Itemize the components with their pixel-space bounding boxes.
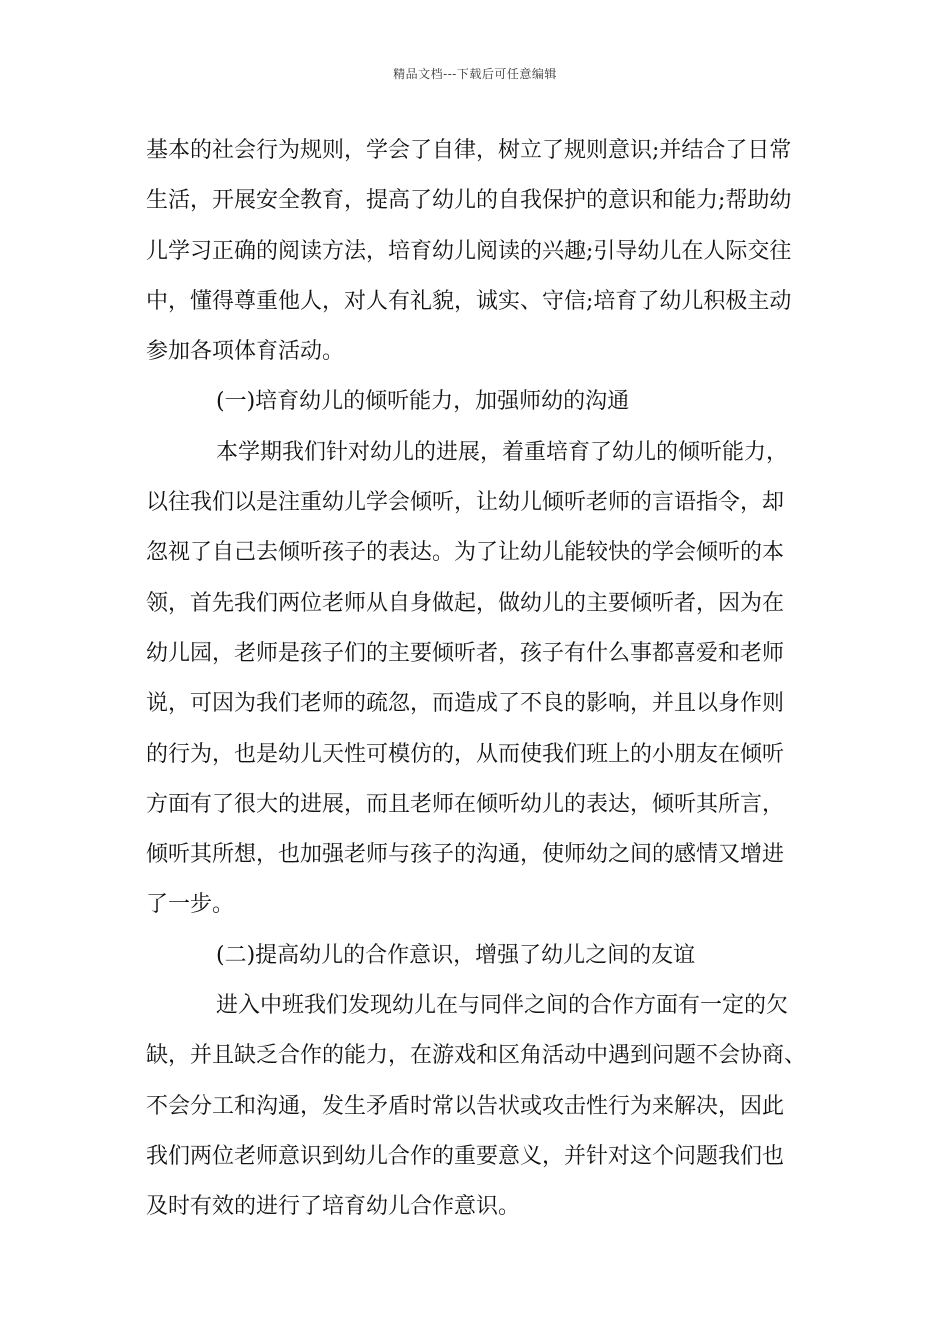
text-line: 幼儿园，老师是孩子们的主要倾听者，孩子有什么事都喜爱和老师 xyxy=(146,640,785,666)
text-line: 忽视了自己去倾听孩子的表达。为了让幼儿能较快的学会倾听的本 xyxy=(146,540,785,566)
text-line: 说，可因为我们老师的疏忽，而造成了不良的影响，并且以身作则 xyxy=(146,691,785,717)
text-line: 缺，并且缺乏合作的能力，在游戏和区角活动中遇到问题不会协商、 xyxy=(146,1043,807,1069)
text-line: 参加各项体育活动。 xyxy=(146,339,345,365)
section-heading-1: (一)培育幼儿的倾听能力，加强师幼的沟通 xyxy=(216,389,630,415)
text-line: 不会分工和沟通，发生矛盾时常以告状或攻击性行为来解决，因此 xyxy=(146,1093,785,1119)
text-line: 儿学习正确的阅读方法，培育幼儿阅读的兴趣;引导幼儿在人际交往 xyxy=(146,238,792,264)
text-line: 基本的社会行为规则，学会了自律，树立了规则意识;并结合了日常 xyxy=(146,138,792,163)
text-line: 方面有了很大的进展，而且老师在倾听幼儿的表达，倾听其所言， xyxy=(146,791,785,817)
document-body xyxy=(146,126,811,1233)
text-line: 的行为，也是幼儿天性可模仿的，从而使我们班上的小朋友在倾听 xyxy=(146,741,785,767)
text-line: 倾听其所想，也加强老师与孩子的沟通，使师幼之间的感情又增进 xyxy=(146,842,785,868)
text-line: 领，首先我们两位老师从自身做起，做幼儿的主要倾听者，因为在 xyxy=(146,590,785,616)
text-line: 及时有效的进行了培育幼儿合作意识。 xyxy=(146,1194,521,1220)
text-line: 进入中班我们发现幼儿在与同伴之间的合作方面有一定的欠 xyxy=(216,993,789,1019)
page-header: 精品文档---下载后可任意编辑 xyxy=(393,67,557,81)
text-line: 本学期我们针对幼儿的进展，着重培育了幼儿的倾听能力， xyxy=(216,439,789,465)
text-line: 我们两位老师意识到幼儿合作的重要意义，并针对这个问题我们也 xyxy=(146,1143,785,1169)
text-line: 中，懂得尊重他人，对人有礼貌，诚实、守信;培育了幼儿积极主动 xyxy=(146,288,792,314)
text-line: 生活，开展安全教育，提高了幼儿的自我保护的意识和能力;帮助幼 xyxy=(146,188,792,214)
text-line: 了一步。 xyxy=(146,892,235,918)
section-heading-2: (二)提高幼儿的合作意识，增强了幼儿之间的友谊 xyxy=(216,942,696,968)
text-line: 以往我们以是注重幼儿学会倾听，让幼儿倾听老师的言语指令，却 xyxy=(146,490,785,516)
